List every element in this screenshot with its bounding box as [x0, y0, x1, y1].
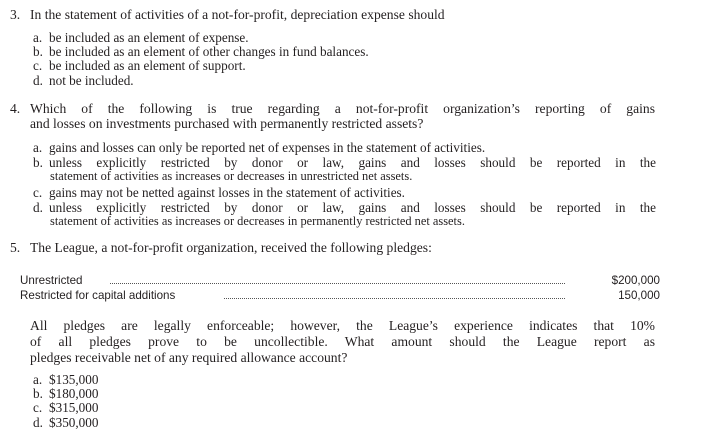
option-letter: a.: [33, 30, 43, 45]
option-letter: b.: [33, 155, 43, 170]
question-5-paragraph: [30, 318, 655, 366]
question-5: [10, 240, 660, 256]
option-letter: a.: [33, 140, 43, 155]
paragraph-line3: pledges receivable net of any required allowance account?: [30, 350, 348, 365]
option-text: $135,000: [49, 372, 99, 387]
option-text: not be included.: [49, 73, 134, 88]
option-text: be included as an element of other changes in fund balances.: [49, 44, 369, 59]
option-4b: [33, 156, 658, 184]
option-text-line1: unless explicitly restricted by donor or law, gains and losses should be reported in the: [49, 155, 656, 170]
option-text: be included as an element of expense.: [49, 30, 249, 45]
option-letter: a.: [33, 372, 43, 387]
option-5a: [33, 373, 233, 387]
option-text-line2: statement of activities as increases or decreases in permanently restricted net assets.: [50, 214, 465, 228]
option-3c: [33, 59, 653, 73]
option-letter: d.: [33, 415, 43, 430]
option-letter: c.: [33, 400, 43, 415]
option-text: $180,000: [49, 386, 99, 401]
question-number: 4.: [10, 101, 21, 116]
option-5c: [33, 401, 233, 415]
option-4a: [33, 141, 658, 155]
pledge-amount: $200,000: [608, 274, 660, 287]
question-text: In the statement of activities of a not-for-profit, depreciation expense should: [30, 7, 445, 22]
option-text: gains may not be netted against losses in the statement of activities.: [49, 185, 405, 200]
option-5b: [33, 387, 233, 401]
option-3d: [33, 74, 653, 88]
dot-leader: [110, 283, 565, 284]
option-letter: d.: [33, 73, 43, 88]
question-text: The League, a not-for-profit organization, received the following pledges:: [30, 240, 432, 255]
option-5d: [33, 416, 233, 430]
paragraph-line2: of all pledges prove to be uncollectible. What amount should the League report as: [30, 334, 655, 349]
option-letter: c.: [33, 185, 43, 200]
option-3a: [33, 31, 653, 45]
pledge-label: Restricted for capital additions: [20, 289, 176, 302]
pledge-row-unrestricted: [20, 274, 660, 288]
option-text-line1: unless explicitly restricted by donor or law, gains and losses should be reported in the: [49, 200, 656, 215]
option-4c: [33, 186, 658, 200]
option-4d: [33, 201, 658, 229]
pledge-amount: 150,000: [614, 289, 660, 302]
option-letter: d.: [33, 200, 43, 215]
option-text: $350,000: [49, 415, 99, 430]
option-text: be included as an element of support.: [49, 58, 246, 73]
option-3b: [33, 45, 653, 59]
option-letter: b.: [33, 44, 43, 59]
question-3: [10, 7, 660, 23]
question-number: 5.: [10, 240, 21, 255]
option-text-line2: statement of activities as increases or decreases in unrestricted net assets.: [50, 169, 413, 183]
pledge-row-restricted: [20, 289, 660, 303]
option-text: gains and losses can only be reported net of expenses in the statement of activities.: [49, 140, 486, 155]
pledge-label: Unrestricted: [20, 274, 83, 287]
option-text: $315,000: [49, 400, 99, 415]
dot-leader: [224, 298, 565, 299]
paragraph-line1: All pledges are legally enforceable; however, the League’s experience indicates that 10%: [30, 318, 655, 333]
question-number: 3.: [10, 7, 21, 22]
question-4: [10, 101, 660, 133]
option-letter: b.: [33, 386, 43, 401]
question-text-line2: and losses on investments purchased with permanently restricted assets?: [30, 116, 424, 131]
option-letter: c.: [33, 58, 43, 73]
question-text-line1: Which of the following is true regarding a not-for-profit organization’s reporting of gains: [30, 101, 655, 116]
